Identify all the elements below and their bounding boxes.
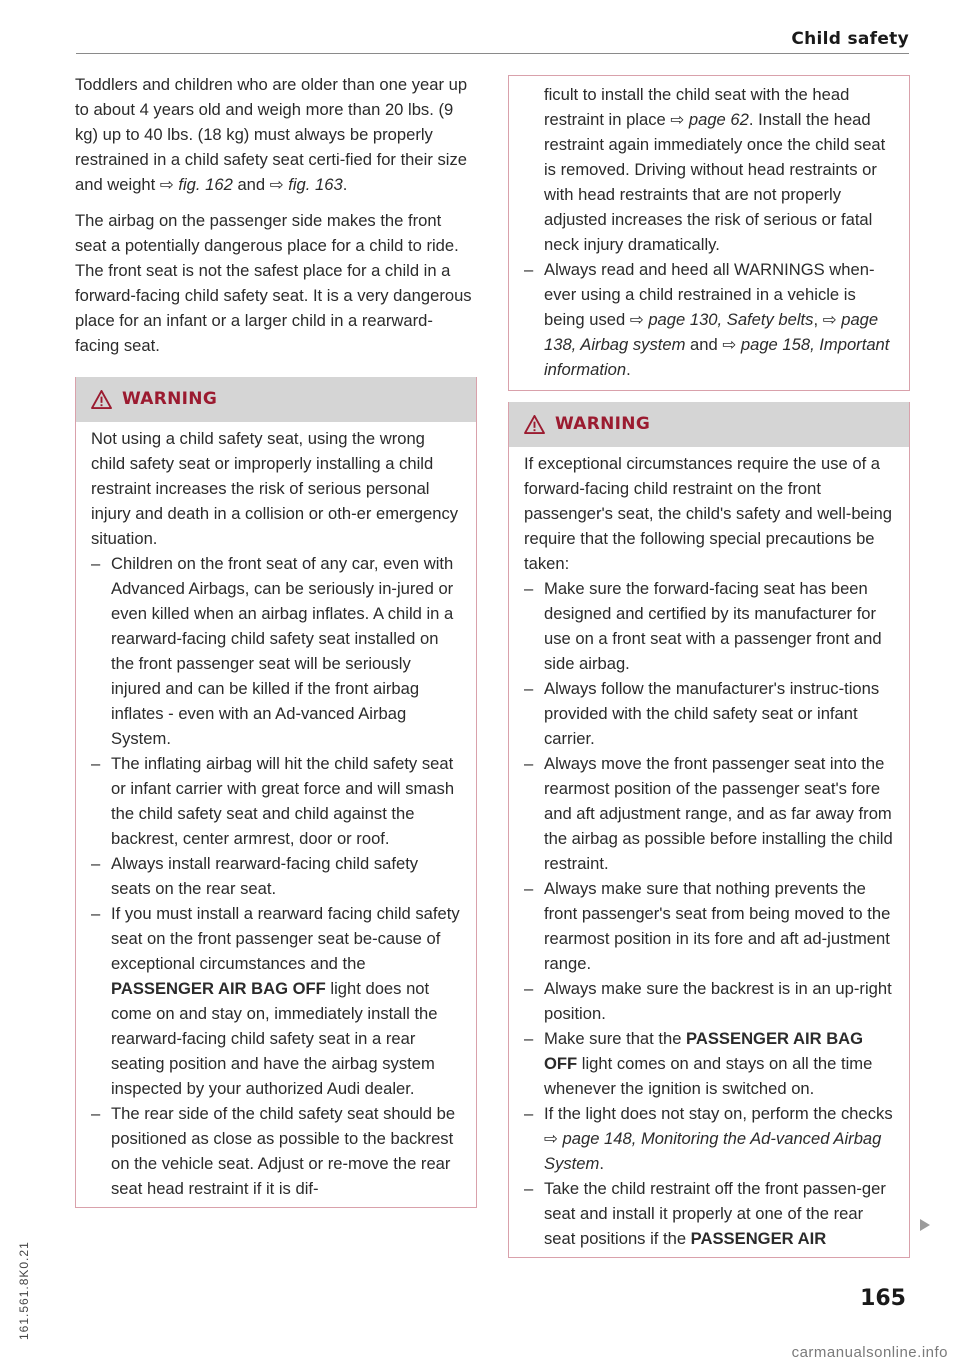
warning-intro: Not using a child safety seat, using the wrong child safety seat or improperly installing a child restraint increases the risk of serious personal injury and death in a collision or oth-er emergency situation.	[91, 429, 459, 548]
page-138-link[interactable]: ⇨ page 138, Airbag system	[544, 310, 879, 354]
page-62-link[interactable]: ⇨ page 62	[670, 110, 749, 129]
list-item: – Take the child restraint off the front passen-ger seat and install it properly at one of the rear seat positions if the PASSENGER AIR	[524, 1176, 894, 1251]
list-item: – Children on the front seat of any car, even with Advanced Airbags, can be seriously in-jured or even killed when an airbag inflates. A child in a rearward-facing child safety seat installed on the front passenger seat will be seriously injured and can be killed if the front airbag inflates - even with an Ad-vanced Airbag System.	[91, 551, 461, 751]
list-item: – Always move the front passenger seat into the rearmost position of the passenger seat's fore and aft adjustment range, and as far away from the airbag as possible before installing the child restraint.	[524, 751, 894, 876]
page-148-link[interactable]: ⇨ page 148, Monitoring the Ad-vanced Airbag System	[544, 1129, 882, 1173]
list-item: – If you must install a rearward facing child safety seat on the front passenger seat be-cause of exceptional circumstances and the PASSENGER AIR BAG OFF light does not come on and stay on, immediately install the rearward-facing child safety seat in a rear seating position and have the airbag system inspected by your authorized Audi dealer.	[91, 901, 461, 1101]
continuation-text: ficult to install the child seat with the head restraint in place ⇨ page 62. Install the head restraint again immediately once the child seat is removed. Driving without head restraints or with head restraints that are not properly adjusted increases the risk of serious or fatal neck injury dramatically.	[544, 85, 886, 254]
list-item: – Always install rearward-facing child safety seats on the rear seat.	[91, 851, 461, 901]
list-item: – The inflating airbag will hit the child safety seat or infant carrier with great force and will smash the child safety seat and child against the backrest, center armrest, door or roof.	[91, 751, 461, 851]
airbag-paragraph: The airbag on the passenger side makes the front seat a potentially dangerous place for a child to ride. The front seat is not the safest place for a child in a forward-facing child safety seat. It is a very dangerous place for an infant or a larger child in a rearward-facing seat.	[75, 211, 472, 355]
list-item: – Always follow the manufacturer's instruc-tions provided with the child safety seat or infant carrier.	[524, 676, 894, 751]
left-column	[75, 72, 477, 1208]
warning-list	[91, 551, 461, 1201]
list-item: – Always make sure the backrest is in an up-right position.	[524, 976, 894, 1026]
continuation-list	[524, 257, 894, 382]
warning-triangle-icon	[91, 390, 112, 409]
page-130-link[interactable]: ⇨ page 130, Safety belts	[629, 310, 814, 329]
warning-triangle-icon	[524, 415, 545, 434]
continue-arrow-icon	[920, 1219, 930, 1231]
list-item: – Always make sure that nothing prevents the front passenger's seat from being moved to the rearmost position in its fore and aft ad-justment range.	[524, 876, 894, 976]
warning-continuation-box	[508, 75, 910, 391]
toddlers-paragraph: Toddlers and children who are older than one year up to about 4 years old and weigh more than 20 lbs. (9 kg) up to 40 lbs. (18 kg) must always be properly restrained in a child safety seat certi-fied for their size and weight ⇨ fig. 162 and ⇨ fig. 163.	[75, 75, 468, 194]
header-rule	[76, 53, 909, 54]
list-item: – The rear side of the child safety seat should be positioned as close as possible to the backrest on the vehicle seat. Adjust or re-move the rear seat head restraint if it is dif-	[91, 1101, 461, 1201]
page-number: 165	[860, 1286, 906, 1311]
fig-162-link[interactable]: ⇨ fig. 162	[159, 175, 233, 194]
list-item: – Make sure that the PASSENGER AIR BAG OFF light comes on and stays on all the time whenever the ignition is switched on.	[524, 1026, 894, 1101]
fig-163-link[interactable]: ⇨ fig. 163	[269, 175, 343, 194]
list-item: – Make sure the forward-facing seat has been designed and certified by its manufacturer for use on a front seat with a passenger front and side airbag.	[524, 576, 894, 676]
document-code: 161.561.8K0.21	[17, 1241, 31, 1340]
warning-list	[524, 576, 894, 1251]
page-158-link[interactable]: ⇨ page 158, Important information	[544, 335, 890, 379]
warning-label: WARNING	[122, 389, 218, 409]
watermark: carmanualsonline.info	[791, 1344, 948, 1361]
section-title: Child safety	[791, 29, 909, 49]
list-item: – If the light does not stay on, perform the checks ⇨ page 148, Monitoring the Ad-vanced Airbag System.	[524, 1101, 894, 1176]
warning-label: WARNING	[555, 414, 651, 434]
warning-header	[509, 402, 909, 447]
warning-box-right	[508, 402, 910, 1258]
list-item: – Always read and heed all WARNINGS when-ever using a child restrained in a vehicle is being used ⇨ page 130, Safety belts, ⇨ page 138, Airbag system and ⇨ page 158, Important information.	[524, 257, 894, 382]
warning-header	[76, 377, 476, 422]
right-column	[508, 75, 910, 1258]
warning-intro: If exceptional circumstances require the use of a forward-facing child restraint on the front passenger's seat, the child's safety and well-being require that the following special precautions be taken:	[524, 454, 892, 573]
warning-box-left	[75, 377, 477, 1208]
